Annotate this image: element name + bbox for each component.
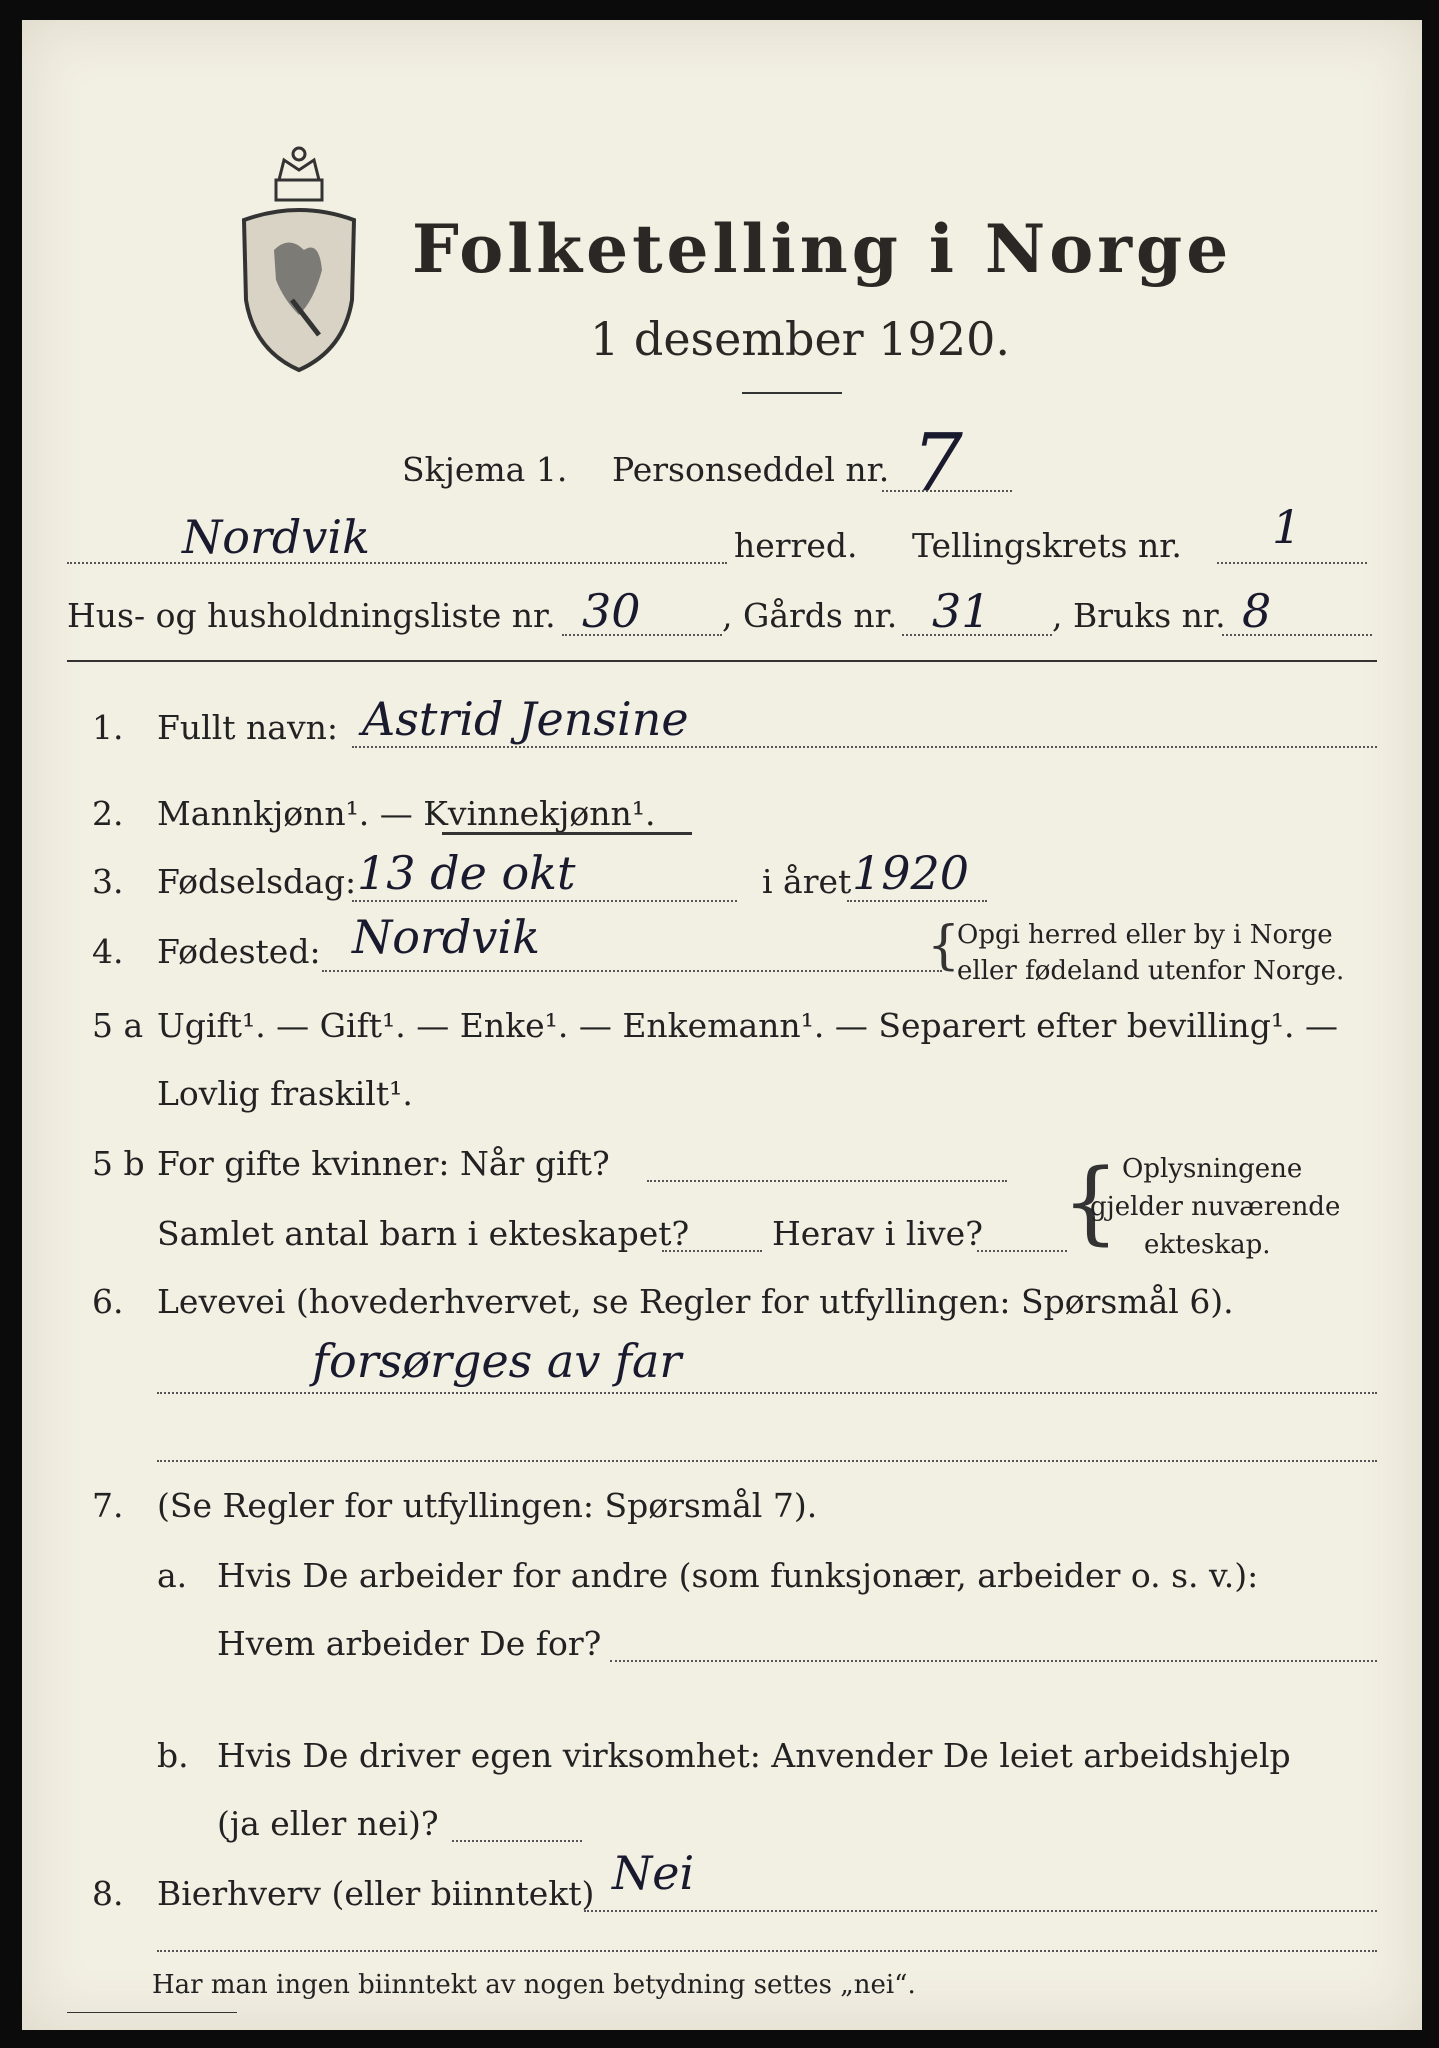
form-title: Folketelling i Norge [412, 210, 1233, 288]
q5b-note-3: ekteskap. [1144, 1230, 1271, 1260]
occupation-value: forsørges av far [312, 1334, 682, 1388]
q3-label: Fødselsdag: [157, 862, 357, 901]
q5b-note-2: gjelder nuværende [1090, 1192, 1341, 1222]
q5b-label-2: Samlet antal barn i ekteskapet? [157, 1214, 690, 1253]
herred-label: herred. [734, 526, 858, 565]
side-income-value: Nei [612, 1846, 695, 1900]
q5b-label: For gifte kvinner: Når gift? [157, 1144, 610, 1183]
q7a-label-2: Hvem arbeider De for? [217, 1624, 602, 1663]
birthday-value: 13 de okt [357, 846, 576, 900]
q1-number: 1. [92, 708, 124, 747]
q3-year-label: i året [762, 862, 852, 901]
personseddel-value: 7 [912, 416, 963, 509]
full-name-value: Astrid Jensine [362, 692, 689, 746]
bruks-value: 8 [1242, 584, 1272, 638]
q5a-label-2: Lovlig fraskilt¹. [157, 1074, 413, 1113]
q5a-label: Ugift¹. — Gift¹. — Enke¹. — Enkemann¹. — Separert efter bevilling¹. — [157, 1006, 1339, 1045]
q2-label: Mannkjønn¹. — Kvinnekjønn¹. [157, 794, 656, 833]
birthplace-value: Nordvik [352, 910, 540, 964]
q7b-label: Hvis De driver egen virksomhet: Anvender De leiet arbeidshjelp [217, 1736, 1291, 1775]
q5b-label-3: Herav i live? [772, 1214, 983, 1253]
gards-value: 31 [932, 584, 991, 638]
census-date: 1 desember 1920. [590, 312, 1010, 366]
gards-label: , Gårds nr. [722, 596, 898, 635]
q6-label: Levevei (hovederhvervet, se Regler for utfyllingen: Spørsmål 6). [157, 1282, 1234, 1321]
gender-underline [442, 832, 692, 835]
q5a-number: 5 a [92, 1006, 144, 1045]
q7a-number: a. [157, 1556, 188, 1595]
tellingskrets-label: Tellingskrets nr. [912, 526, 1182, 565]
q4-note-2: eller fødeland utenfor Norge. [957, 956, 1345, 986]
husliste-value: 30 [582, 584, 641, 638]
q8-number: 8. [92, 1874, 124, 1913]
q6-number: 6. [92, 1282, 124, 1321]
q7-number: 7. [92, 1486, 124, 1525]
q5b-note-1: Oplysningene [1122, 1154, 1303, 1184]
birth-year-value: 1920 [852, 846, 970, 900]
q8-label: Bierhverv (eller biinntekt) [157, 1874, 595, 1913]
q4-note-1: Opgi herred eller by i Norge [957, 920, 1333, 950]
q7a-label: Hvis De arbeider for andre (som funksjonær, arbeider o. s. v.): [217, 1556, 1259, 1595]
footnote: Har man ingen biinntekt av nogen betydning settes „nei“. [152, 1970, 916, 2000]
husliste-label: Hus- og husholdningsliste nr. [67, 596, 556, 635]
q2-number: 2. [92, 794, 124, 833]
personseddel-label: Personseddel nr. [612, 450, 890, 489]
q3-number: 3. [92, 862, 124, 901]
bruks-label: , Bruks nr. [1052, 596, 1226, 635]
q7b-label-2: (ja eller nei)? [217, 1804, 439, 1843]
coat-of-arms-icon [234, 140, 364, 380]
tellingskrets-value: 1 [1272, 500, 1302, 554]
q7b-number: b. [157, 1736, 189, 1775]
census-form: Folketelling i Norge 1 desember 1920. Skjema 1. Personseddel nr. 7 Nordvik herred. Tellingskrets nr. 1 Hus- og husholdningsliste nr. 30 , Gårds nr. 31 , Bruks nr. 8 1. Fullt navn: Astrid Jensine 2. Mannkjønn¹. — Kvinnekjønn¹. 3. Fødselsdag: 13 de okt i året 1920 4. Fødested: Nordvik { Opgi herred eller by i Norge eller fødeland utenfor Norge. 5 a Ugift¹. — Gift¹. — Enke¹. — Enkemann¹. — Separert efter bevilling¹. — Lovlig fraskilt¹. 5 b For gifte kvinner: Når gift? Samlet antal barn i ekteskapet? Herav i live? { Oplysningene gjelder nuværende ekteskap. 6. Levevei (hovederhvervet, se Regler for utfyllingen: Spørsmål 6). forsørges av far 7. (Se Regler for utfyllingen: Spørsmål 7). a. Hvis De arbeider for andre (som funksjonær, arbeider o. s. v.): Hvem arbeider De for? b. Hvis De driver egen virksomhet: Anvender De leiet arbeidshjelp (ja eller nei)? 8. Bierhverv (eller biinntekt) Nei Har man ingen biinntekt av nogen betydning settes „nei“. [22, 20, 1422, 2030]
q4-number: 4. [92, 932, 124, 971]
q5b-number: 5 b [92, 1144, 145, 1183]
q1-label: Fullt navn: [157, 708, 338, 747]
q4-label: Fødested: [157, 932, 321, 971]
schema-label: Skjema 1. [402, 450, 568, 489]
q7-label: (Se Regler for utfyllingen: Spørsmål 7). [157, 1486, 818, 1525]
herred-value: Nordvik [182, 510, 370, 564]
